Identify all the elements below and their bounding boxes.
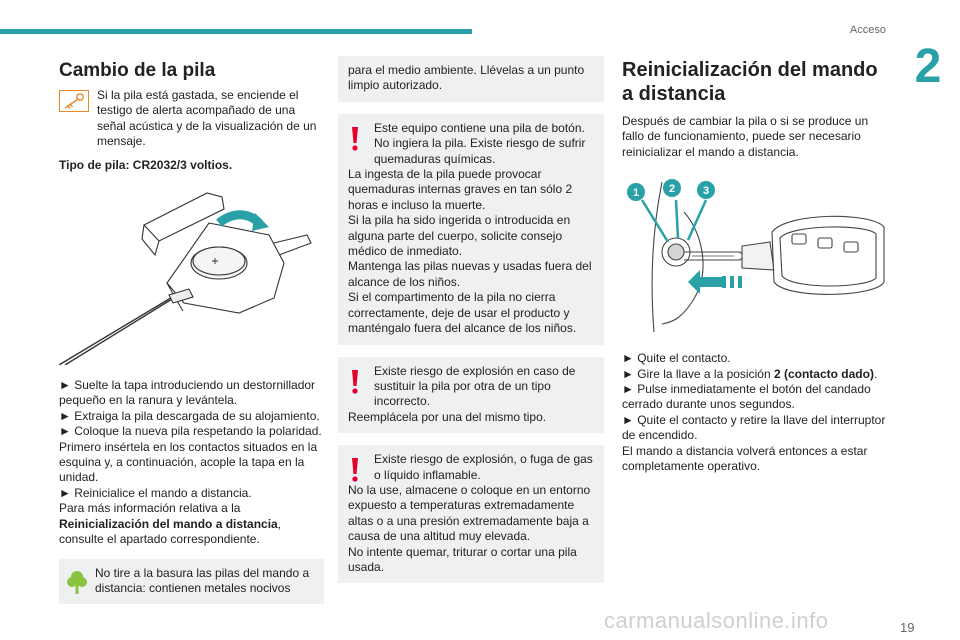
- warning-text: No la use, almacene o coloque en un entorno expuesto a temperaturas extremadamente altas o a una presión extremadamente baja a causa de una altitud muy elevada.: [348, 482, 591, 544]
- ignition-key-illustration: [622, 172, 892, 332]
- warning-text: Existe riesgo de explosión en caso de sustituir la pila por otra de un tipo incorrecto.: [374, 363, 576, 409]
- figure-label: 2: [668, 183, 676, 196]
- warning-light-note: [59, 88, 324, 150]
- warning-box-ingestion: [338, 114, 604, 345]
- remote-reset-intro: Después de cambiar la pila o si se produce un fallo de funcionamiento, puede ser necesario reinicializar el mando a distancia.: [622, 114, 869, 159]
- more-info-pre: Para más información relativa a la: [59, 501, 241, 516]
- battery-type: Tipo de pila: CR2032/3 voltios.: [59, 157, 233, 172]
- warning-text: Mantenga las pilas nuevas y usadas fuera del alcance de los niños.: [348, 259, 592, 289]
- step-position: 2 (contacto dado): [773, 366, 874, 381]
- remote-reset-steps: [622, 351, 892, 474]
- step-item: ► Pulse inmediatamente el botón del candado cerrado durante unos segundos.: [622, 382, 871, 412]
- figure-label: 1: [632, 187, 640, 200]
- step-text: ► Gire la llave a la posición: [622, 366, 774, 381]
- more-info-text: [59, 501, 324, 547]
- remote-reset-title: Reinicialización del mando a distancia: [622, 59, 878, 105]
- eco-note-continued-box: [338, 56, 604, 102]
- watermark: carmanualsonline.info: [604, 608, 829, 633]
- step-item: ► Extraiga la pila descargada de su alojamiento.: [59, 408, 320, 423]
- warning-text: La ingesta de la pila puede provocar quemaduras internas graves en tan sólo 2 horas e incluso la muerte.: [348, 167, 573, 212]
- warning-exclamation-icon: [348, 369, 362, 395]
- step-item: [622, 367, 892, 382]
- battery-change-steps: [59, 378, 324, 547]
- step-item: ► Suelte la tapa introduciendo un destornillador pequeño en la ranura y levántela.: [59, 378, 316, 408]
- chapter-number: 2: [914, 40, 942, 93]
- step-text: .: [873, 366, 878, 381]
- battery-replacement-illustration: [59, 183, 324, 365]
- page-number: 19: [900, 620, 915, 635]
- more-info-link: Reinicialización del mando a distancia: [59, 516, 278, 531]
- more-info-post: , consulte el apartado correspondiente.: [59, 516, 282, 547]
- key-warning-icon: [59, 90, 89, 112]
- warning-text: Si el compartimento de la pila no cierra correctamente, deje de usar el producto y manténgalo fuera del alcance de los niños.: [348, 290, 577, 336]
- eco-note-continued: para el medio ambiente. Llévelas a un punto limpio autorizado.: [348, 63, 585, 93]
- eco-note-box: [59, 559, 324, 605]
- warning-exclamation-icon: [348, 126, 362, 152]
- warning-box-explosion-type: [338, 357, 604, 434]
- warning-exclamation-icon: [348, 457, 362, 483]
- warning-text: Reemplácela por una del mismo tipo.: [348, 409, 547, 424]
- step-item: ► Quite el contacto y retire la llave del interruptor de encendido.: [622, 412, 886, 443]
- step-item: ► Coloque la nueva pila respetando la polaridad. Primero insértela en los contactos situados en la esquina y, a continuación, acople la tapa en la unidad.: [59, 424, 322, 485]
- battery-change-title: Cambio de la pila: [59, 60, 216, 81]
- figure-label: 3: [702, 185, 710, 198]
- final-note: El mando a distancia volverá entonces a estar completamente operativo.: [622, 443, 868, 474]
- column-battery-change: [59, 56, 324, 604]
- column-warnings: [338, 56, 604, 583]
- warning-text: Existe riesgo de explosión, o fuga de gas o líquido inflamable.: [374, 452, 593, 482]
- tree-eco-icon: [66, 569, 88, 595]
- header-accent-bar: [0, 29, 472, 34]
- column-remote-reset: [622, 56, 892, 474]
- warning-text: Si la pila ha sido ingerida o introducida en alguna parte del cuerpo, solicite consejo médico de inmediato.: [348, 213, 571, 259]
- section-name: Acceso: [849, 24, 886, 36]
- step-item: ► Reinicialice el mando a distancia.: [59, 485, 252, 500]
- warning-text: Este equipo contiene una pila de botón. No ingiera la pila. Existe riesgo de sufrir quemaduras químicas.: [374, 120, 586, 166]
- eco-note-text: No tire a la basura las pilas del mando a distancia: contienen metales nocivos: [95, 565, 310, 595]
- step-item: ► Quite el contacto.: [622, 351, 731, 366]
- warning-box-explosion-environment: [338, 445, 604, 583]
- warning-text: No intente quemar, triturar o cortar una pila usada.: [348, 544, 577, 574]
- warning-light-text: Si la pila está gastada, se enciende el testigo de alerta acompañado de una señal acústica y de la visualización de un mensaje.: [97, 88, 317, 149]
